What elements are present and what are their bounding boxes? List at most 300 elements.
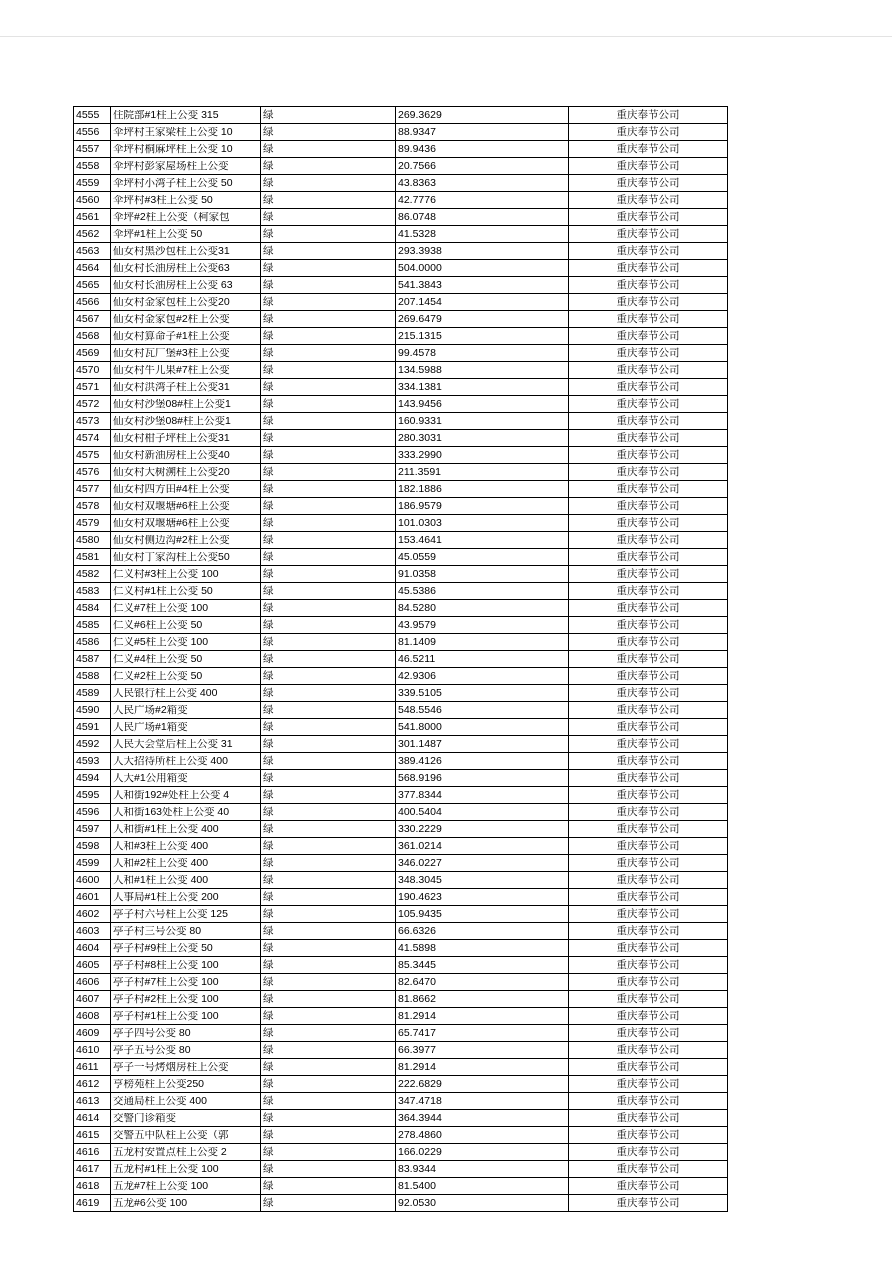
cell-flag: 绿 [261, 124, 396, 141]
cell-value: 377.8344 [396, 787, 569, 804]
device-name-text: 五龙村#1柱上公变 100 [113, 1163, 219, 1175]
cell-device-name [111, 345, 261, 362]
cell-device-name [111, 1110, 261, 1127]
table-row [74, 923, 728, 940]
cell-device-name [111, 787, 261, 804]
table-row [74, 447, 728, 464]
table-row [74, 736, 728, 753]
cell-device-name [111, 991, 261, 1008]
cell-device-name [111, 464, 261, 481]
cell-flag: 绿 [261, 583, 396, 600]
cell-id: 4617 [74, 1161, 111, 1178]
device-name-text: 仙女村四方田#4柱上公变 [113, 483, 230, 495]
table-row [74, 583, 728, 600]
cell-flag: 绿 [261, 600, 396, 617]
cell-flag: 绿 [261, 1093, 396, 1110]
cell-device-name [111, 770, 261, 787]
cell-organization: 重庆奉节公司 [569, 345, 728, 362]
cell-value: 361.0214 [396, 838, 569, 855]
device-name-text: 仁义#2柱上公变 50 [113, 670, 203, 682]
device-name-text: 人民广场#1箱变 [113, 721, 188, 733]
cell-organization: 重庆奉节公司 [569, 328, 728, 345]
cell-device-name [111, 736, 261, 753]
table-row [74, 345, 728, 362]
cell-value: 85.3445 [396, 957, 569, 974]
cell-device-name [111, 668, 261, 685]
table-row [74, 413, 728, 430]
cell-id: 4558 [74, 158, 111, 175]
cell-id: 4583 [74, 583, 111, 600]
cell-value: 190.4623 [396, 889, 569, 906]
cell-organization: 重庆奉节公司 [569, 668, 728, 685]
cell-organization: 重庆奉节公司 [569, 481, 728, 498]
cell-organization: 重庆奉节公司 [569, 396, 728, 413]
cell-organization: 重庆奉节公司 [569, 1025, 728, 1042]
cell-value: 389.4126 [396, 753, 569, 770]
cell-device-name [111, 906, 261, 923]
cell-value: 134.5988 [396, 362, 569, 379]
table-row [74, 787, 728, 804]
table-row [74, 226, 728, 243]
cell-flag: 绿 [261, 311, 396, 328]
cell-id: 4555 [74, 107, 111, 124]
cell-organization: 重庆奉节公司 [569, 294, 728, 311]
cell-id: 4596 [74, 804, 111, 821]
cell-flag: 绿 [261, 498, 396, 515]
cell-id: 4603 [74, 923, 111, 940]
cell-device-name [111, 1178, 261, 1195]
cell-organization: 重庆奉节公司 [569, 685, 728, 702]
cell-organization: 重庆奉节公司 [569, 124, 728, 141]
cell-organization: 重庆奉节公司 [569, 413, 728, 430]
cell-flag: 绿 [261, 209, 396, 226]
cell-flag: 绿 [261, 1144, 396, 1161]
cell-flag: 绿 [261, 770, 396, 787]
table-row [74, 940, 728, 957]
device-name-text: 亭子村三号公变 80 [113, 925, 202, 937]
cell-organization: 重庆奉节公司 [569, 702, 728, 719]
cell-organization: 重庆奉节公司 [569, 498, 728, 515]
table-row [74, 430, 728, 447]
cell-value: 153.4641 [396, 532, 569, 549]
device-name-text: 仙女村黑沙包柱上公变31 [113, 245, 230, 257]
cell-id: 4594 [74, 770, 111, 787]
cell-organization: 重庆奉节公司 [569, 1178, 728, 1195]
cell-device-name [111, 685, 261, 702]
device-name-text: 亨榜苑柱上公变250 [113, 1078, 205, 1090]
device-name-text: 亭子一号烤烟房柱上公变 [113, 1061, 229, 1073]
cell-id: 4573 [74, 413, 111, 430]
cell-device-name [111, 702, 261, 719]
cell-device-name [111, 396, 261, 413]
cell-value: 84.5280 [396, 600, 569, 617]
cell-id: 4589 [74, 685, 111, 702]
cell-organization: 重庆奉节公司 [569, 141, 728, 158]
device-name-text: 仙女村双堰塘#6柱上公变 [113, 517, 230, 529]
cell-value: 20.7566 [396, 158, 569, 175]
cell-flag: 绿 [261, 685, 396, 702]
cell-flag: 绿 [261, 923, 396, 940]
cell-value: 41.5898 [396, 940, 569, 957]
device-name-text: 伞坪#1柱上公变 50 [113, 228, 203, 240]
cell-id: 4570 [74, 362, 111, 379]
table-row [74, 889, 728, 906]
cell-id: 4610 [74, 1042, 111, 1059]
cell-value: 339.5105 [396, 685, 569, 702]
cell-device-name [111, 379, 261, 396]
table-row [74, 158, 728, 175]
cell-flag: 绿 [261, 787, 396, 804]
cell-id: 4574 [74, 430, 111, 447]
cell-flag: 绿 [261, 821, 396, 838]
cell-value: 222.6829 [396, 1076, 569, 1093]
cell-id: 4562 [74, 226, 111, 243]
cell-flag: 绿 [261, 1076, 396, 1093]
device-name-text: 亭子村#7柱上公变 100 [113, 976, 219, 988]
device-name-text: 仙女村侧边沟#2柱上公变 [113, 534, 230, 546]
cell-device-name [111, 158, 261, 175]
cell-organization: 重庆奉节公司 [569, 1008, 728, 1025]
cell-flag: 绿 [261, 1059, 396, 1076]
cell-flag: 绿 [261, 1025, 396, 1042]
cell-flag: 绿 [261, 736, 396, 753]
device-name-text: 亭子村#2柱上公变 100 [113, 993, 219, 1005]
cell-id: 4576 [74, 464, 111, 481]
table-body [74, 107, 728, 1212]
cell-id: 4604 [74, 940, 111, 957]
cell-device-name [111, 855, 261, 872]
device-name-text: 亭子五号公变 80 [113, 1044, 191, 1056]
table-row [74, 1025, 728, 1042]
device-name-text: 人民大会堂后柱上公变 31 [113, 738, 233, 750]
cell-value: 364.3944 [396, 1110, 569, 1127]
cell-device-name [111, 1059, 261, 1076]
cell-value: 348.3045 [396, 872, 569, 889]
cell-id: 4614 [74, 1110, 111, 1127]
cell-id: 4606 [74, 974, 111, 991]
cell-device-name [111, 260, 261, 277]
device-name-text: 人和街163处柱上公变 40 [113, 806, 230, 818]
cell-organization: 重庆奉节公司 [569, 651, 728, 668]
table-row [74, 617, 728, 634]
cell-id: 4611 [74, 1059, 111, 1076]
cell-id: 4582 [74, 566, 111, 583]
table-row [74, 906, 728, 923]
device-name-text: 伞坪村小湾子柱上公变 50 [113, 177, 233, 189]
cell-flag: 绿 [261, 464, 396, 481]
cell-flag: 绿 [261, 991, 396, 1008]
cell-device-name [111, 617, 261, 634]
table-row [74, 396, 728, 413]
table-row [74, 753, 728, 770]
cell-value: 46.5211 [396, 651, 569, 668]
cell-id: 4578 [74, 498, 111, 515]
cell-value: 301.1487 [396, 736, 569, 753]
table-row [74, 1059, 728, 1076]
cell-organization: 重庆奉节公司 [569, 804, 728, 821]
cell-flag: 绿 [261, 1110, 396, 1127]
cell-organization: 重庆奉节公司 [569, 634, 728, 651]
cell-organization: 重庆奉节公司 [569, 430, 728, 447]
table-row [74, 1110, 728, 1127]
device-name-text: 交通局柱上公变 400 [113, 1095, 207, 1107]
table-row [74, 1195, 728, 1212]
cell-flag: 绿 [261, 804, 396, 821]
cell-flag: 绿 [261, 260, 396, 277]
cell-value: 269.6479 [396, 311, 569, 328]
cell-flag: 绿 [261, 532, 396, 549]
cell-flag: 绿 [261, 719, 396, 736]
cell-id: 4585 [74, 617, 111, 634]
cell-id: 4563 [74, 243, 111, 260]
cell-device-name [111, 1144, 261, 1161]
cell-value: 86.0748 [396, 209, 569, 226]
device-name-text: 五龙#7柱上公变 100 [113, 1180, 209, 1192]
cell-value: 42.9306 [396, 668, 569, 685]
cell-id: 4608 [74, 1008, 111, 1025]
cell-device-name [111, 821, 261, 838]
cell-id: 4565 [74, 277, 111, 294]
cell-device-name [111, 243, 261, 260]
cell-value: 400.5404 [396, 804, 569, 821]
cell-value: 81.2914 [396, 1059, 569, 1076]
table-row [74, 532, 728, 549]
cell-organization: 重庆奉节公司 [569, 787, 728, 804]
cell-organization: 重庆奉节公司 [569, 838, 728, 855]
table-row [74, 1144, 728, 1161]
cell-organization: 重庆奉节公司 [569, 1042, 728, 1059]
cell-flag: 绿 [261, 838, 396, 855]
cell-value: 42.7776 [396, 192, 569, 209]
cell-device-name [111, 889, 261, 906]
cell-id: 4561 [74, 209, 111, 226]
cell-device-name [111, 532, 261, 549]
cell-id: 4591 [74, 719, 111, 736]
device-name-text: 仙女村金家包柱上公变20 [113, 296, 230, 308]
device-name-text: 人和街#1柱上公变 400 [113, 823, 219, 835]
cell-value: 65.7417 [396, 1025, 569, 1042]
device-name-text: 伞坪村桐麻坪柱上公变 10 [113, 143, 233, 155]
device-name-text: 仙女村瓦厂堡#3柱上公变 [113, 347, 230, 359]
cell-id: 4566 [74, 294, 111, 311]
cell-organization: 重庆奉节公司 [569, 821, 728, 838]
cell-flag: 绿 [261, 481, 396, 498]
device-name-text: 仙女村柑子坪柱上公变31 [113, 432, 230, 444]
cell-flag: 绿 [261, 974, 396, 991]
cell-device-name [111, 974, 261, 991]
spreadsheet-area [73, 106, 727, 1212]
device-name-text: 人民广场#2箱变 [113, 704, 188, 716]
device-name-text: 住院部#1柱上公变 315 [113, 109, 219, 121]
device-name-text: 交警五中队柱上公变（郭 [113, 1129, 229, 1141]
cell-flag: 绿 [261, 1127, 396, 1144]
cell-value: 91.0358 [396, 566, 569, 583]
cell-device-name [111, 600, 261, 617]
device-name-text: 仁义#6柱上公变 50 [113, 619, 203, 631]
table-row [74, 566, 728, 583]
cell-flag: 绿 [261, 277, 396, 294]
cell-device-name [111, 940, 261, 957]
cell-value: 333.2990 [396, 447, 569, 464]
cell-id: 4571 [74, 379, 111, 396]
cell-flag: 绿 [261, 396, 396, 413]
table-row [74, 1093, 728, 1110]
cell-value: 99.4578 [396, 345, 569, 362]
cell-organization: 重庆奉节公司 [569, 1127, 728, 1144]
cell-value: 293.3938 [396, 243, 569, 260]
cell-device-name [111, 549, 261, 566]
device-name-text: 仙女村双堰塘#6柱上公变 [113, 500, 230, 512]
cell-device-name [111, 209, 261, 226]
cell-value: 278.4860 [396, 1127, 569, 1144]
table-row [74, 209, 728, 226]
cell-flag: 绿 [261, 345, 396, 362]
cell-device-name [111, 175, 261, 192]
cell-value: 81.2914 [396, 1008, 569, 1025]
cell-organization: 重庆奉节公司 [569, 991, 728, 1008]
cell-value: 504.0000 [396, 260, 569, 277]
cell-value: 105.9435 [396, 906, 569, 923]
table-row [74, 498, 728, 515]
cell-organization: 重庆奉节公司 [569, 617, 728, 634]
cell-value: 45.0559 [396, 549, 569, 566]
device-name-text: 五龙#6公变 100 [113, 1197, 188, 1209]
cell-value: 89.9436 [396, 141, 569, 158]
cell-organization: 重庆奉节公司 [569, 1110, 728, 1127]
cell-device-name [111, 634, 261, 651]
cell-organization: 重庆奉节公司 [569, 1076, 728, 1093]
cell-flag: 绿 [261, 226, 396, 243]
table-row [74, 549, 728, 566]
table-row [74, 1008, 728, 1025]
cell-organization: 重庆奉节公司 [569, 549, 728, 566]
device-name-text: 亭子村六号柱上公变 125 [113, 908, 228, 920]
cell-organization: 重庆奉节公司 [569, 957, 728, 974]
cell-flag: 绿 [261, 1008, 396, 1025]
cell-device-name [111, 107, 261, 124]
cell-id: 4572 [74, 396, 111, 413]
cell-organization: 重庆奉节公司 [569, 753, 728, 770]
cell-device-name [111, 328, 261, 345]
table-row [74, 1178, 728, 1195]
cell-value: 66.3977 [396, 1042, 569, 1059]
device-name-text: 亭子四号公变 80 [113, 1027, 191, 1039]
cell-id: 4587 [74, 651, 111, 668]
table-row [74, 311, 728, 328]
cell-device-name [111, 1127, 261, 1144]
cell-id: 4612 [74, 1076, 111, 1093]
cell-flag: 绿 [261, 566, 396, 583]
cell-organization: 重庆奉节公司 [569, 464, 728, 481]
cell-organization: 重庆奉节公司 [569, 770, 728, 787]
cell-value: 346.0227 [396, 855, 569, 872]
cell-organization: 重庆奉节公司 [569, 277, 728, 294]
cell-value: 215.1315 [396, 328, 569, 345]
cell-organization: 重庆奉节公司 [569, 583, 728, 600]
cell-device-name [111, 362, 261, 379]
table-row [74, 838, 728, 855]
cell-device-name [111, 294, 261, 311]
table-row [74, 107, 728, 124]
device-name-text: 仙女村新油房柱上公变40 [113, 449, 230, 461]
cell-device-name [111, 226, 261, 243]
cell-value: 207.1454 [396, 294, 569, 311]
cell-value: 82.6470 [396, 974, 569, 991]
cell-value: 568.9196 [396, 770, 569, 787]
cell-id: 4605 [74, 957, 111, 974]
cell-id: 4600 [74, 872, 111, 889]
cell-device-name [111, 498, 261, 515]
device-name-text: 仁义村#1柱上公变 50 [113, 585, 213, 597]
cell-value: 548.5546 [396, 702, 569, 719]
cell-value: 92.0530 [396, 1195, 569, 1212]
table-row [74, 515, 728, 532]
cell-id: 4601 [74, 889, 111, 906]
cell-organization: 重庆奉节公司 [569, 1161, 728, 1178]
cell-id: 4586 [74, 634, 111, 651]
device-name-text: 仙女村沙堡08#柱上公变1 [113, 398, 231, 410]
device-name-text: 仙女村洪湾子柱上公变31 [113, 381, 230, 393]
cell-value: 166.0229 [396, 1144, 569, 1161]
header-divider [0, 36, 892, 37]
cell-device-name [111, 413, 261, 430]
cell-flag: 绿 [261, 872, 396, 889]
table-row [74, 294, 728, 311]
cell-flag: 绿 [261, 855, 396, 872]
table-row [74, 634, 728, 651]
table-row [74, 770, 728, 787]
cell-organization: 重庆奉节公司 [569, 855, 728, 872]
cell-id: 4559 [74, 175, 111, 192]
cell-organization: 重庆奉节公司 [569, 566, 728, 583]
cell-organization: 重庆奉节公司 [569, 447, 728, 464]
cell-id: 4619 [74, 1195, 111, 1212]
cell-flag: 绿 [261, 328, 396, 345]
cell-id: 4564 [74, 260, 111, 277]
cell-id: 4595 [74, 787, 111, 804]
cell-id: 4584 [74, 600, 111, 617]
cell-value: 334.1381 [396, 379, 569, 396]
cell-value: 81.1409 [396, 634, 569, 651]
cell-value: 41.5328 [396, 226, 569, 243]
cell-value: 186.9579 [396, 498, 569, 515]
cell-value: 330.2229 [396, 821, 569, 838]
cell-value: 83.9344 [396, 1161, 569, 1178]
table-row [74, 328, 728, 345]
cell-id: 4560 [74, 192, 111, 209]
cell-device-name [111, 583, 261, 600]
table-row [74, 260, 728, 277]
device-name-text: 伞坪#2柱上公变（柯家包 [113, 211, 230, 223]
cell-organization: 重庆奉节公司 [569, 719, 728, 736]
table-row [74, 175, 728, 192]
cell-organization: 重庆奉节公司 [569, 889, 728, 906]
cell-id: 4590 [74, 702, 111, 719]
cell-value: 211.3591 [396, 464, 569, 481]
cell-flag: 绿 [261, 617, 396, 634]
cell-organization: 重庆奉节公司 [569, 1195, 728, 1212]
device-name-text: 仙女村长油房柱上公变 63 [113, 279, 233, 291]
cell-organization: 重庆奉节公司 [569, 1144, 728, 1161]
cell-device-name [111, 277, 261, 294]
cell-id: 4580 [74, 532, 111, 549]
cell-device-name [111, 719, 261, 736]
cell-organization: 重庆奉节公司 [569, 532, 728, 549]
cell-organization: 重庆奉节公司 [569, 209, 728, 226]
table-row [74, 651, 728, 668]
cell-id: 4567 [74, 311, 111, 328]
cell-organization: 重庆奉节公司 [569, 175, 728, 192]
